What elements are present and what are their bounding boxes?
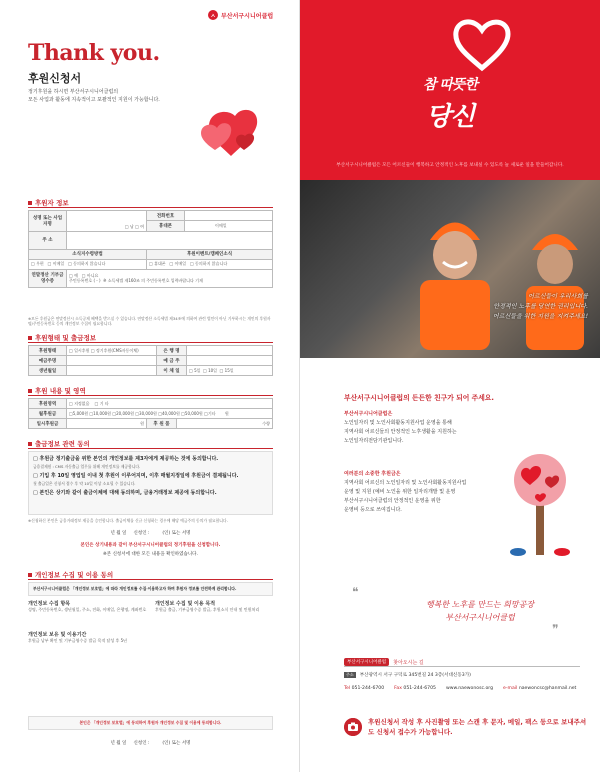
email-link[interactable]: naewoncsc@hanmail.net (518, 686, 577, 691)
about-line: 지역사회 어르신들의 안정적인 노후생활을 지원하는 (344, 429, 457, 435)
hearts-illustration (195, 106, 265, 166)
consent-q3: □ 본인은 상기와 같이 출금이체에 대해 동의하며, 금융거래정보 제공에 동의합니다. (33, 490, 217, 496)
contact-row (344, 686, 576, 691)
consent-q2-detail: 첫 출금일은 신청서 접수 후 약 10일 이상 소요될 수 있습니다. (33, 481, 136, 486)
goods-label: 후 원 품 (147, 419, 177, 429)
mobile-label: 휴대폰 (147, 221, 185, 231)
consent-q2-checkbox[interactable]: □ (33, 473, 38, 479)
privacy-items-title: 개인정보 수집 항목 (28, 601, 71, 607)
section-rule (28, 342, 273, 343)
phone-label: 전화번호 (147, 211, 185, 221)
account-holder-label: 예 금 주 (157, 356, 187, 366)
section-donation-area: 후원 내용 및 영역 (28, 386, 86, 395)
pay-regular-checkbox[interactable]: □ 정기후원(CMS자동이체) (90, 347, 139, 353)
signer-label: 신청인 : (133, 741, 150, 746)
news-opt-checkbox[interactable]: □ 우편 (31, 261, 44, 267)
sponsor-note: ※모든 후원금은 연말정산시 소득공제 혜택을 받으실 수 있습니다. 연말정산 소득세법 제34조에 의하여 관련 법인이 아닌 기부하시는 개인의 후원자명/주민등록번호 등의 개인정보 수집이 필요합니다. (28, 316, 271, 326)
pay-once-checkbox[interactable]: □ 일시후원 (69, 347, 90, 353)
agree-all-statement: 본인은 상기내용과 같이 부산서구시니어클럽의 정기후원을 신청합니다. (80, 543, 221, 548)
tel-number[interactable]: 051-244-6700 (351, 686, 385, 691)
usage-line: 부산서구시니어클럽의 안정적인 운영을 위한 (344, 498, 441, 504)
address-row (344, 672, 471, 678)
cover-subtitle: 부산서구시니어클럽은 모든 어르신들이 행복하고 안정적인 노후를 보내실 수 있도록 늘 새로운 일을 만들어갑니다. (336, 163, 564, 168)
consent-q1-detail: 금융결제원 : CMS 자동출금 업무를 위해 개인정보를 제공합니다. (33, 464, 141, 469)
once-amount-field[interactable]: 원 (67, 419, 147, 429)
section-rule (28, 207, 273, 208)
owner-label: 예금주명 (29, 356, 67, 366)
grade-checkbox[interactable]: □5,000원 (69, 410, 89, 416)
privacy-lead: 부산서구시니어클럽은 「개인정보 보호법」에 따라 개인정보를 수집·이용하고자 하며 후원자 정보를 안전하게 관리합니다. (33, 586, 237, 591)
bank-note: ※신청하신 본인은 금융거래정보 제공을 승인합니다. 출금이체를 신규 신청하는 경우에 해당 예금주의 동의가 필요합니다. (28, 518, 228, 523)
calligraphy-title (390, 66, 510, 132)
privacy-purpose-body: 후원금 출금, 기부금영수증 발급, 후원소식 안내 및 민원처리 (155, 607, 260, 612)
usage-paragraph (344, 470, 466, 515)
receipt-note: ※ 소득세법 제160조 의 주민등록번호 입력바랍니다 기재 (103, 278, 203, 283)
quote-open-icon: ❝ (352, 585, 359, 599)
gender-male-label: 남 (129, 224, 134, 229)
privacy-period-body: 후원금 납부 확인 및 기부금영수증 발급 목적 달성 후 5년 (28, 637, 127, 643)
privacy-final-box (28, 716, 273, 730)
news-opt-checkbox[interactable]: □ 동의하지 않습니다 (68, 261, 106, 267)
transfer-day-label: 이 체 일 (157, 366, 187, 376)
event-opt-checkbox[interactable]: □ 이메일 (169, 261, 187, 267)
event-news-options[interactable] (147, 259, 273, 269)
agree-all-sub: ※본 신청서에 대한 모든 내용을 확인하였습니다. (103, 552, 198, 557)
caption-line: 안정적인 노후를 당연한 권리입니다. (493, 303, 588, 310)
heart-outline-icon (450, 18, 514, 73)
grade-checkbox[interactable]: □40,000원 (158, 410, 180, 416)
calligraphy-line-1: 참 따뜻한 (423, 77, 477, 93)
privacy-col-right (155, 600, 273, 613)
email-label: 이메일 (215, 222, 227, 228)
owner-field[interactable] (67, 356, 157, 366)
worker-figure (520, 210, 590, 350)
caption-line: 어르신들이 우리사회를 (528, 293, 588, 300)
camera-icon (344, 718, 362, 736)
privacy-purpose-title: 개인정보 수집 및 이용 목적 (155, 601, 216, 607)
once-amount-label: 일시후원금 (29, 419, 67, 429)
volunteer-photo (300, 180, 600, 358)
club-logo-mark: ㅅ (208, 10, 218, 20)
usage-line: 운영비 등으로 쓰여집니다. (344, 507, 402, 513)
email-field[interactable] (185, 221, 273, 231)
day-15-checkbox[interactable]: □ 15일 (219, 367, 234, 373)
gender-male-checkbox[interactable]: □ (124, 224, 129, 229)
red-cover-panel (300, 0, 600, 180)
handwritten-slogan (360, 598, 600, 624)
consent-signature-line (28, 530, 273, 536)
event-opt-checkbox[interactable]: □ 동의하지 않습니다 (189, 261, 228, 267)
account-holder-field[interactable] (187, 356, 273, 366)
transfer-day-options[interactable] (187, 366, 273, 376)
about-line: 노인일자리전담기관입니다. (344, 438, 404, 444)
field-options[interactable] (67, 399, 273, 409)
usage-line: 운영 및 지원 (예비 노인을 위한 일자리개발 및 운영 (344, 489, 456, 495)
form-intro (28, 88, 208, 104)
grade-checkbox[interactable]: □50,000원 (181, 410, 203, 416)
privacy-period-title: 개인정보 보유 및 이용기간 (28, 631, 87, 638)
signature-field[interactable]: (인) 또는 서명 (162, 741, 191, 746)
newsletter-options[interactable] (29, 259, 147, 269)
photo-caption (493, 292, 588, 322)
form-title: 후원신청서 (28, 72, 82, 85)
birth-label: 생년월일 (29, 366, 67, 376)
goods-field[interactable]: 수량 (177, 419, 273, 429)
address-badge: 주소 (346, 672, 354, 677)
submit-instructions: 후원신청서 작성 후 사진촬영 또는 스캔 후 문자, 메일, 팩스 등으로 보내주셔도 신청서 접수가 가능합니다. (368, 718, 587, 736)
consent-q2: □ 기입 후 10일 영업일 이내 첫 후원이 이루어지며, 이후 매월지정일에 후원금이 결제됩니다. (33, 473, 239, 479)
date-line[interactable]: 년 월 일 (110, 531, 127, 536)
section-payment: 후원형태 및 출금정보 (28, 333, 96, 342)
sponsor-name-label: 성명 또는 사업자명 (29, 211, 67, 232)
section-consent: 출금정보 관련 동의 (28, 439, 90, 448)
receipt-no-checkbox[interactable]: □ 아니요 (81, 272, 99, 278)
website-link[interactable]: www.naewonosc.org (445, 686, 494, 691)
pay-type-label: 후원형태 (29, 346, 67, 356)
club-address: 부산광역시 서구 구덕로 345번길 24 3층(서대신동3가) (359, 673, 471, 678)
section-rule (28, 448, 273, 449)
slogan-line-1: 행복한 노후를 만드는 희망공장 (425, 600, 535, 609)
newsletter-label: 소식지수령방법 (29, 249, 147, 259)
caption-line: 어르신들을 위한 지원을 지켜주세요! (492, 313, 588, 320)
privacy-col-left (28, 600, 148, 643)
usage-line: 지역사회 어르신의 노인일자리 및 노인사회활동지원사업 (344, 480, 467, 486)
intro-line: 정기후원을 하시면 부산서구시니어클럽의 (28, 89, 119, 95)
receipt-label: 연말정산 기부금영수증 (29, 269, 67, 287)
birth-field[interactable] (67, 366, 157, 376)
consent-box (28, 451, 273, 515)
section-rule (28, 395, 273, 396)
club-logo (208, 10, 273, 20)
phone-field[interactable] (185, 211, 273, 221)
about-title: 부산서구시니어클럽은 (344, 411, 393, 417)
news-opt-checkbox[interactable]: □ 이메일 (47, 261, 65, 267)
smiling-worker-figure (410, 200, 500, 350)
signature-field[interactable]: (인) 또는 서명 (162, 531, 191, 536)
quote-close-icon: ❞ (552, 622, 559, 636)
monthly-label: 월후원금 (29, 409, 67, 419)
section-sponsor-info: 후원자 정보 (28, 198, 69, 207)
sponsor-info-table (28, 210, 273, 288)
directions-label (344, 658, 424, 666)
privacy-final: 본인은 「개인정보 보호법」에 동의하여 후원자 개인정보 수집 및 이용에 동의합니다. (79, 720, 222, 725)
resident-id-field[interactable]: 주민등록번호 ( - ) (69, 278, 101, 283)
email: e-mail naewoncsc@hanmail.net (503, 686, 577, 691)
usage-title: 여러분의 소중한 후원금은 (344, 471, 401, 477)
calligraphy-line-2: 당신 (425, 102, 475, 132)
fax-number: 051-244-6705 (403, 686, 436, 691)
receipt-yes-checkbox[interactable]: □ 예 (69, 272, 78, 278)
privacy-items-body: 성명, 주민등록번호, 생년월일, 주소, 전화, 이메일, 은행명, 계좌번호 (28, 607, 147, 612)
event-news-label: 후원이벤트/캠페인소식 (147, 249, 273, 259)
promo-page (300, 0, 600, 772)
consent-q3-checkbox[interactable]: □ (33, 490, 38, 496)
date-line[interactable]: 년 월 일 (110, 741, 127, 746)
address-field[interactable] (67, 231, 273, 249)
friend-headline: 부산서구시니어클럽의 든든한 친구가 되어 주세요. (344, 394, 494, 402)
field-label: 후원영역 (29, 399, 67, 409)
field-none-checkbox[interactable]: □ 지정없음 (69, 400, 90, 406)
consent-q1-checkbox[interactable]: □ (33, 456, 38, 462)
donation-area-table (28, 398, 273, 429)
grade-checkbox[interactable]: □30,000원 (135, 410, 157, 416)
day-5-checkbox[interactable]: □ 5일 (189, 367, 201, 373)
privacy-signature-line (28, 740, 273, 746)
heart-tree-illustration (500, 440, 580, 560)
monthly-options[interactable] (67, 409, 273, 419)
gender-female-label: 여 (140, 224, 144, 229)
directions-logo: 부산서구시니어클럽 (344, 658, 389, 666)
directions-rule (344, 666, 580, 667)
intro-line: 모든 사업과 활동에 지속적이고 포괄적인 지원이 가능합니다. (28, 97, 160, 103)
sponsor-name-field[interactable] (67, 211, 147, 232)
about-paragraph (344, 410, 457, 446)
won-unit: 원 (224, 410, 229, 416)
address-label: 주 소 (29, 231, 67, 249)
grade-checkbox[interactable]: □20,000원 (112, 410, 134, 416)
day-10-checkbox[interactable]: □ 10일 (203, 367, 218, 373)
consent-q1: □ 후원금 정기출금을 위한 본인의 개인정보를 제3자에게 제공하는 것에 동의합니다. (33, 456, 219, 462)
tel: Tel 051-244-6700 (344, 686, 385, 691)
about-line: 노인일자리 및 노인사회활동지원사업 운영을 통해 (344, 420, 452, 426)
bank-field[interactable] (187, 346, 273, 356)
slogan-line-2: 부산서구시니어클럽 (445, 613, 515, 622)
pay-type-options[interactable] (67, 346, 157, 356)
payment-table (28, 345, 273, 376)
bank-label: 은 행 명 (157, 346, 187, 356)
grade-checkbox[interactable]: □기타 (204, 410, 216, 416)
section-privacy: 개인정보 수집 및 이용 동의 (28, 570, 113, 579)
receipt-field[interactable] (67, 269, 273, 287)
club-logo-name: 부산서구시니어클럽 (221, 12, 274, 20)
fax: Fax 051-244-6705 (394, 686, 436, 691)
grade-checkbox[interactable]: □10,000원 (89, 410, 112, 416)
field-other-checkbox[interactable]: □ 기 타 (94, 400, 109, 406)
event-opt-checkbox[interactable]: □ 휴대폰 (149, 261, 166, 267)
section-rule (28, 579, 273, 580)
thank-you-heading: Thank you. (28, 40, 160, 66)
privacy-lead-box (28, 582, 273, 596)
gender-female-checkbox[interactable]: □ (135, 224, 139, 229)
signer-label: 신청인 : (133, 531, 150, 536)
directions-text: 찾아오시는 길 (393, 659, 424, 666)
